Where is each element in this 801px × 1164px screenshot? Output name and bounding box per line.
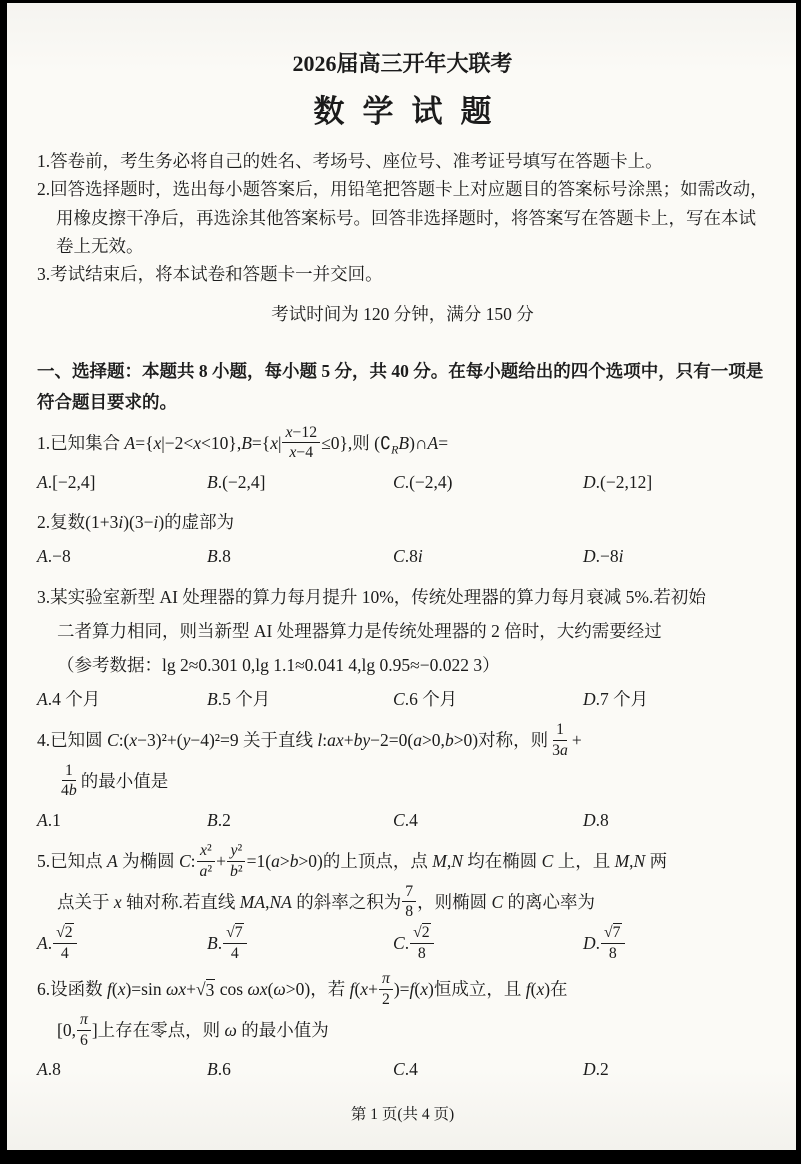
question-5-option-d: D. $\frac{√7}{8}$ <box>583 925 768 965</box>
question-2 <box>37 505 768 573</box>
question-4 <box>37 722 768 837</box>
question-2-option-a: A.−8 <box>37 546 71 567</box>
exam-meta: 考试时间为 120 分钟，满分 150 分 <box>271 303 534 324</box>
question-5-option-a: A. $\frac{√2}{4}$ <box>37 925 207 965</box>
question-6-option-a: A.8 <box>37 1059 61 1080</box>
question-5-stem: 5.已知点 A 为椭圆 C: $\frac{\text{x²}}{\text{a²}}$ + $\frac{\text{y²}}{\text{b²}}$ =1(a>b>0)的上顶点，点 M,N 均在椭圆 C 上，且 M,N 两 点关于 x 轴对称.若直线 MA,NA 的斜率之积为 $\frac{7}{8}$ ，则椭圆 C 的离心率为 <box>37 842 668 921</box>
question-3-option-a: A.4 个月 <box>37 689 101 710</box>
question-4-option-a: A.1 <box>37 810 61 831</box>
notice-item-1: 1.答卷前，考生务必将自己的姓名、考场号、座位号、准考证号填写在答题卡上。 <box>37 151 663 171</box>
question-2-option-b: B.8 <box>207 546 231 567</box>
question-2-option-d: D.−8i <box>583 546 624 567</box>
notice-item-3: 3.考试结束后，将本试卷和答题卡一并交回。 <box>37 264 383 285</box>
subject-title: 数学试题 <box>313 94 510 129</box>
exam-paper <box>7 3 796 1150</box>
question-3-option-c: C.6 个月 <box>393 689 458 710</box>
question-2-stem: 2.复数(1+3i)(3−i)的虚部为 <box>37 512 235 533</box>
question-6-option-c: C.4 <box>393 1059 418 1080</box>
exam-title: 2026届高三开年大联考 <box>292 51 513 76</box>
question-4-option-d: D.8 <box>583 810 609 831</box>
section-one-header: 一、选择题：本题共 8 小题，每小题 5 分，共 40 分。在每小题给出的四个选项中，只有一项是符合题目要求的。 <box>37 360 764 413</box>
question-5-options <box>37 925 768 965</box>
question-1-option-c: C.(−2,4) <box>393 472 453 493</box>
question-5 <box>37 843 768 965</box>
question-4-option-b: B.2 <box>207 810 231 831</box>
question-1 <box>37 425 768 500</box>
question-2-options <box>37 540 768 573</box>
question-4-stem: 4.已知圆 C:(x−3)²+(y−4)²=9 关于直线 l:ax+by−2=0(a>0,b>0)对称，则 $\frac{1}{3a}$ + $\frac{1}{4b}$ 的最小值是 <box>37 721 582 800</box>
question-1-option-a: A.[−2,4] <box>37 472 96 493</box>
question-4-option-c: C.4 <box>393 810 418 831</box>
question-1-options <box>37 466 768 499</box>
notice-item-2: 2.回答选择题时，选出每小题答案后，用铅笔把答题卡上对应题目的答案标号涂黑；如需改动，用橡皮擦干净后，再选涂其他答案标号。回答非选择题时，将答案写在答题卡上，写在本试卷上无效。 <box>37 179 768 257</box>
question-6-options <box>37 1053 768 1086</box>
question-1-stem: 1.已知集合 A={x|−2<x<10},B={x| $\frac{x-12}{x-4}$ ≤0},则 $(∁_RB)\cap A=$ <box>37 423 449 462</box>
question-3-stem: 3.某实验室新型 AI 处理器的算力每月提升 10%，传统处理器的算力每月衰减 5%.若初始 二者算力相同，则当新型 AI 处理器算力是传统处理器的 2 倍时，大约需要经过 （参考数据：lg 2≈0.301 0,lg 1.1≈0.041 4,lg 0.95≈−0.022 3） <box>37 586 706 675</box>
question-3-option-b: B.5 个月 <box>207 689 271 710</box>
question-3 <box>37 580 768 717</box>
question-3-option-d: D.7 个月 <box>583 689 649 710</box>
question-6-option-b: B.6 <box>207 1059 231 1080</box>
question-4-options <box>37 804 768 837</box>
question-6-option-d: D.2 <box>583 1059 609 1080</box>
question-3-options <box>37 683 768 716</box>
question-2-option-c: C.8i <box>393 546 423 567</box>
question-6-stem: 6.设函数 f(x)=sin ωx+√3 cos ωx(ω>0)，若 f(x+ $\frac{\pi}{2}$ )=f(x)恒成立，且 f(x)在 [0, $\frac{\pi}{6}$ ]上存在零点，则 ω 的最小值为 <box>37 970 568 1049</box>
question-1-option-d: D.(−2,12] <box>583 472 653 493</box>
question-6 <box>37 971 768 1086</box>
question-5-option-c: C. $\frac{√2}{8}$ <box>393 925 583 965</box>
notice-list <box>37 147 768 289</box>
question-1-option-b: B.(−2,4] <box>207 472 266 493</box>
question-5-option-b: B. $\frac{√7}{4}$ <box>207 925 393 965</box>
page-footer: 第 1 页(共 4 页) <box>350 1106 455 1124</box>
